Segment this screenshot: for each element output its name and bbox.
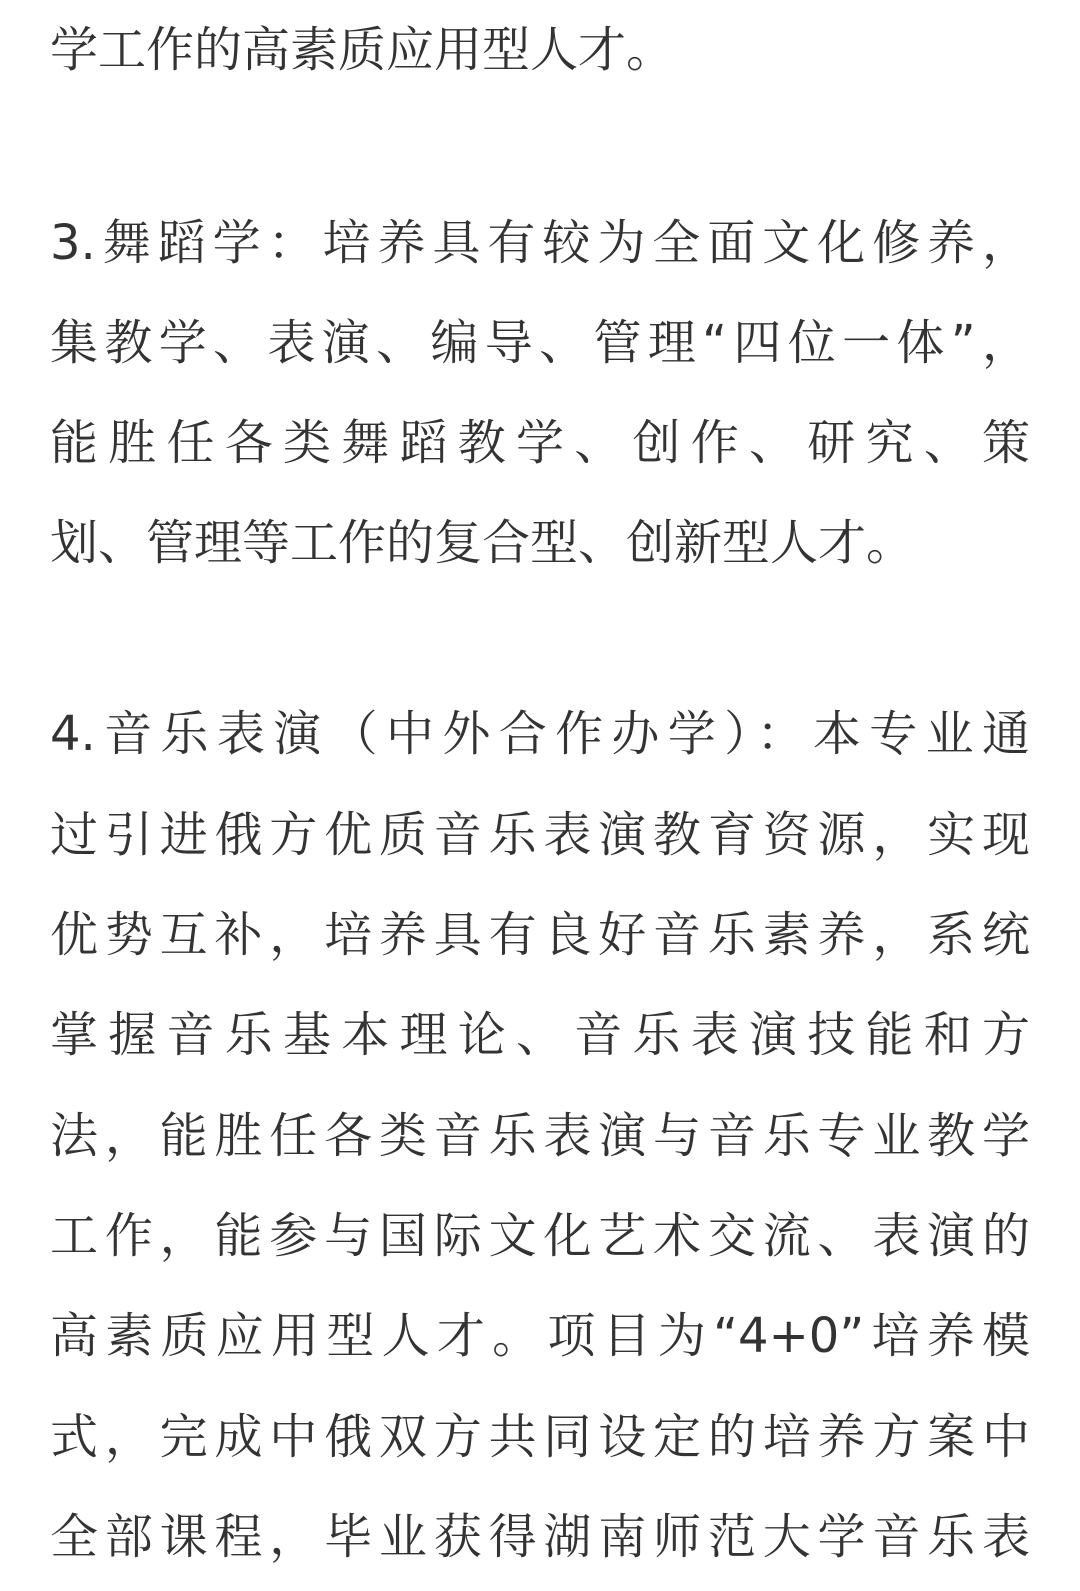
paragraph-4-line-4: 掌握音乐基本理论、音乐表演技能和方 xyxy=(50,1007,1030,1063)
paragraph-3-line-1: 3.舞蹈学：培养具有较为全面文化修养， xyxy=(50,215,1030,271)
paragraph-4-line-2: 过引进俄方优质音乐表演教育资源，实现 xyxy=(50,807,1030,863)
paragraph-4-line-5: 法，能胜任各类音乐表演与音乐专业教学 xyxy=(50,1108,1030,1164)
paragraph-3-line-3: 能胜任各类舞蹈教学、创作、研究、策 xyxy=(50,415,1030,471)
paragraph-4-line-1: 4.音乐表演（中外合作办学）：本专业通 xyxy=(50,706,1030,762)
paragraph-4-line-3: 优势互补，培养具有良好音乐素养，系统 xyxy=(50,907,1030,963)
paragraph-3-line-4: 划、管理等工作的复合型、创新型人才。 xyxy=(50,515,915,571)
paragraph-4-line-6: 工作，能参与国际文化艺术交流、表演的 xyxy=(50,1208,1030,1264)
paragraph-4-line-8: 式，完成中俄双方共同设定的培养方案中 xyxy=(50,1409,1030,1465)
paragraph-4-line-9: 全部课程，毕业获得湖南师范大学音乐表 xyxy=(50,1509,1030,1565)
paragraph-2-tail: 学工作的高素质应用型人才。 xyxy=(50,22,675,78)
paragraph-3-line-2: 集教学、表演、编导、管理“四位一体”， xyxy=(50,315,1030,371)
paragraph-4-line-7: 高素质应用型人才。项目为“4+0”培养模 xyxy=(50,1308,1030,1364)
